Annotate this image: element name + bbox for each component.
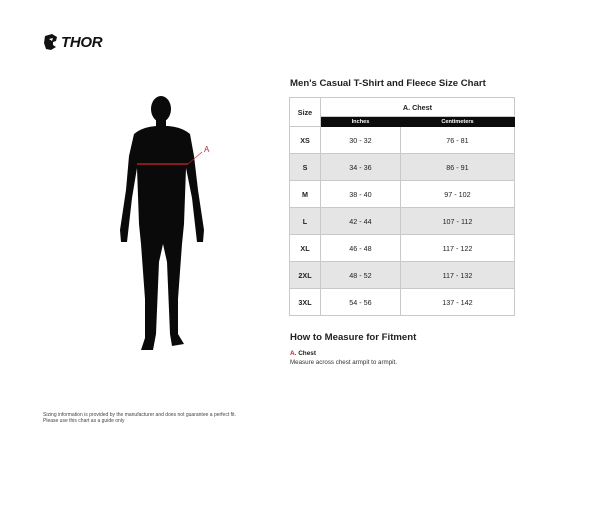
size-cell: S bbox=[290, 154, 321, 181]
size-cell: XL bbox=[290, 235, 321, 262]
measure-item-label bbox=[290, 350, 316, 357]
inches-cell: 42 - 44 bbox=[321, 208, 401, 235]
centimeters-cell: 137 - 142 bbox=[400, 289, 514, 316]
size-cell: L bbox=[290, 208, 321, 235]
table-row bbox=[290, 289, 515, 316]
size-cell: 3XL bbox=[290, 289, 321, 316]
disclaimer-line: Please use this chart as a guide only bbox=[43, 418, 125, 425]
inches-cell: 48 - 52 bbox=[321, 262, 401, 289]
logo-text: THOR bbox=[61, 33, 103, 51]
measure-item-description: Measure across chest armpit to armpit. bbox=[290, 359, 397, 366]
inches-cell: 30 - 32 bbox=[321, 127, 401, 154]
thor-logo bbox=[43, 33, 102, 51]
table-row bbox=[290, 127, 515, 154]
size-cell: XS bbox=[290, 127, 321, 154]
centimeters-header: Centimeters bbox=[400, 117, 514, 127]
centimeters-cell: 97 - 102 bbox=[400, 181, 514, 208]
size-chart-table bbox=[289, 97, 515, 316]
centimeters-cell: 76 - 81 bbox=[400, 127, 514, 154]
inches-cell: 38 - 40 bbox=[321, 181, 401, 208]
inches-cell: 46 - 48 bbox=[321, 235, 401, 262]
inches-header: Inches bbox=[321, 117, 401, 127]
chest-marker-label: A bbox=[204, 145, 210, 154]
table-row bbox=[290, 235, 515, 262]
disclaimer-line: Sizing information is provided by the manufacturer and does not guarantee a perfect fit. bbox=[43, 412, 236, 418]
chest-group-header: A. Chest bbox=[321, 98, 515, 117]
measure-item-name: Chest bbox=[298, 350, 316, 357]
measure-item-letter: A. bbox=[290, 350, 297, 357]
sizing-disclaimer bbox=[43, 412, 236, 425]
inches-cell: 34 - 36 bbox=[321, 154, 401, 181]
size-chart-title: Men's Casual T-Shirt and Fleece Size Chart bbox=[290, 78, 486, 89]
table-row bbox=[290, 262, 515, 289]
centimeters-cell: 86 - 91 bbox=[400, 154, 514, 181]
centimeters-cell: 107 - 112 bbox=[400, 208, 514, 235]
thor-helmet-icon bbox=[43, 33, 59, 51]
size-cell: M bbox=[290, 181, 321, 208]
size-column-header: Size bbox=[290, 98, 321, 127]
body-silhouette bbox=[112, 94, 216, 356]
measure-section-title: How to Measure for Fitment bbox=[290, 332, 417, 343]
table-row bbox=[290, 208, 515, 235]
centimeters-cell: 117 - 132 bbox=[400, 262, 514, 289]
table-row bbox=[290, 181, 515, 208]
inches-cell: 54 - 56 bbox=[321, 289, 401, 316]
size-cell: 2XL bbox=[290, 262, 321, 289]
table-row bbox=[290, 154, 515, 181]
centimeters-cell: 117 - 122 bbox=[400, 235, 514, 262]
